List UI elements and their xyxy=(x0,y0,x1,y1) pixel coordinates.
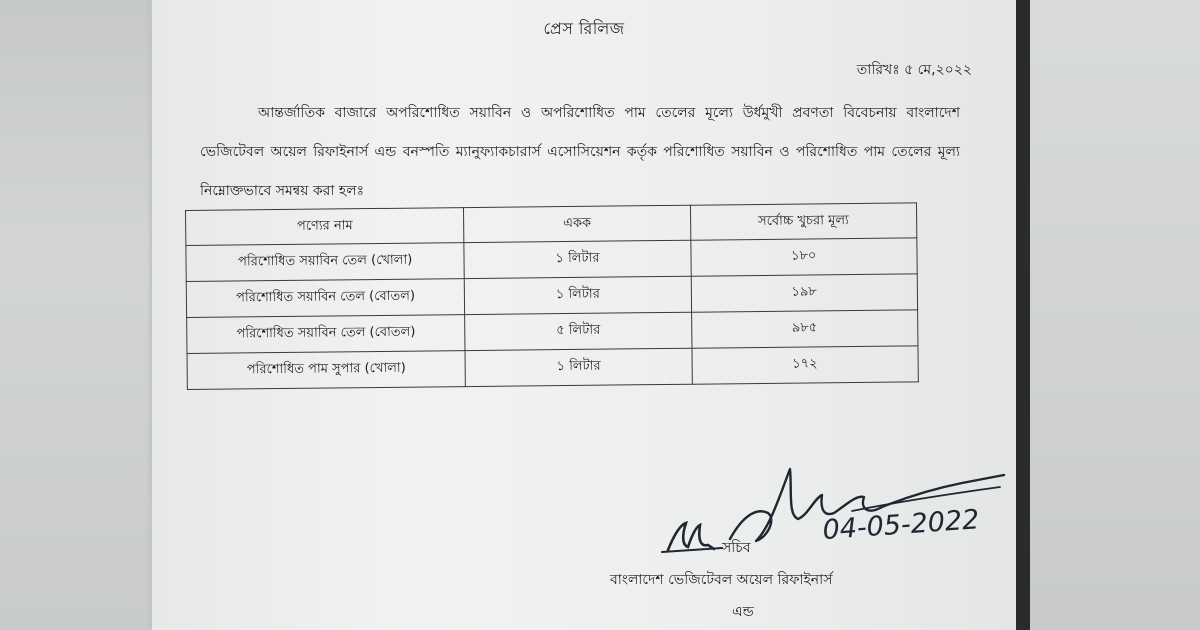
photo-dark-edge xyxy=(1016,0,1030,630)
cell-product-name: পরিশোধিত সয়াবিন তেল (বোতল) xyxy=(186,279,465,318)
price-table xyxy=(185,202,919,390)
press-release-paper xyxy=(152,0,1016,630)
handwritten-date: 04-05-2022 xyxy=(821,504,981,547)
document-paragraph xyxy=(200,94,960,211)
header-unit: একক xyxy=(464,205,691,242)
cell-unit: ১ লিটার xyxy=(464,240,691,278)
blurred-right-edge xyxy=(1030,0,1200,630)
cell-price: ১৭২ xyxy=(692,346,919,384)
table-row xyxy=(187,346,918,390)
cell-unit: ১ লিটার xyxy=(465,348,692,386)
cell-unit: ৫ লিটার xyxy=(465,312,692,350)
cell-product-name: পরিশোধিত সয়াবিন তেল (খোলা) xyxy=(186,243,465,282)
designation-secretary: সচিব xyxy=(722,540,751,556)
cell-product-name: পরিশোধিত সয়াবিন তেল (বোতল) xyxy=(187,315,466,354)
cell-price: ১৮০ xyxy=(690,238,917,276)
cell-product-name: পরিশোধিত পাম সুপার (খোলা) xyxy=(187,351,466,390)
cell-unit: ১ লিটার xyxy=(465,276,692,314)
organization-continuation: এন্ড xyxy=(732,604,754,620)
cell-price: ১৯৮ xyxy=(691,274,918,312)
header-max-retail-price: সর্বোচ্চ খুচরা মূল্য xyxy=(690,203,917,240)
document-title: প্রেস রিলিজ xyxy=(543,19,625,38)
cell-price: ৯৮৫ xyxy=(691,310,918,348)
organization-name: বাংলাদেশ ভেজিটেবল অয়েল রিফাইনার্স xyxy=(610,572,833,588)
document-date: তারিখঃ ৫ মে,২০২২ xyxy=(856,62,972,78)
header-product-name: পণ্যের নাম xyxy=(186,208,465,246)
paragraph-text: আন্তর্জাতিক বাজারে অপরিশোধিত সয়াবিন ও অপরিশোধিত পাম তেলের মূল্যে উর্ধমুখী প্রবণতা বিবেচনায় বাংলাদেশ ভেজিটেবল অয়েল রিফাইনার্স এন্ড বনস্পতি ম্যানুফ্যাকচারার্স এসোসিয়েশন কর্তৃক পরিশোধিত সয়াবিন ও পরিশোধিত পাম তেলের মূল্য নিম্নোক্তভাবে সমন্বয় করা হলঃ xyxy=(200,105,960,199)
blurred-left-edge xyxy=(0,0,150,630)
handwritten-signature xyxy=(652,455,1012,565)
